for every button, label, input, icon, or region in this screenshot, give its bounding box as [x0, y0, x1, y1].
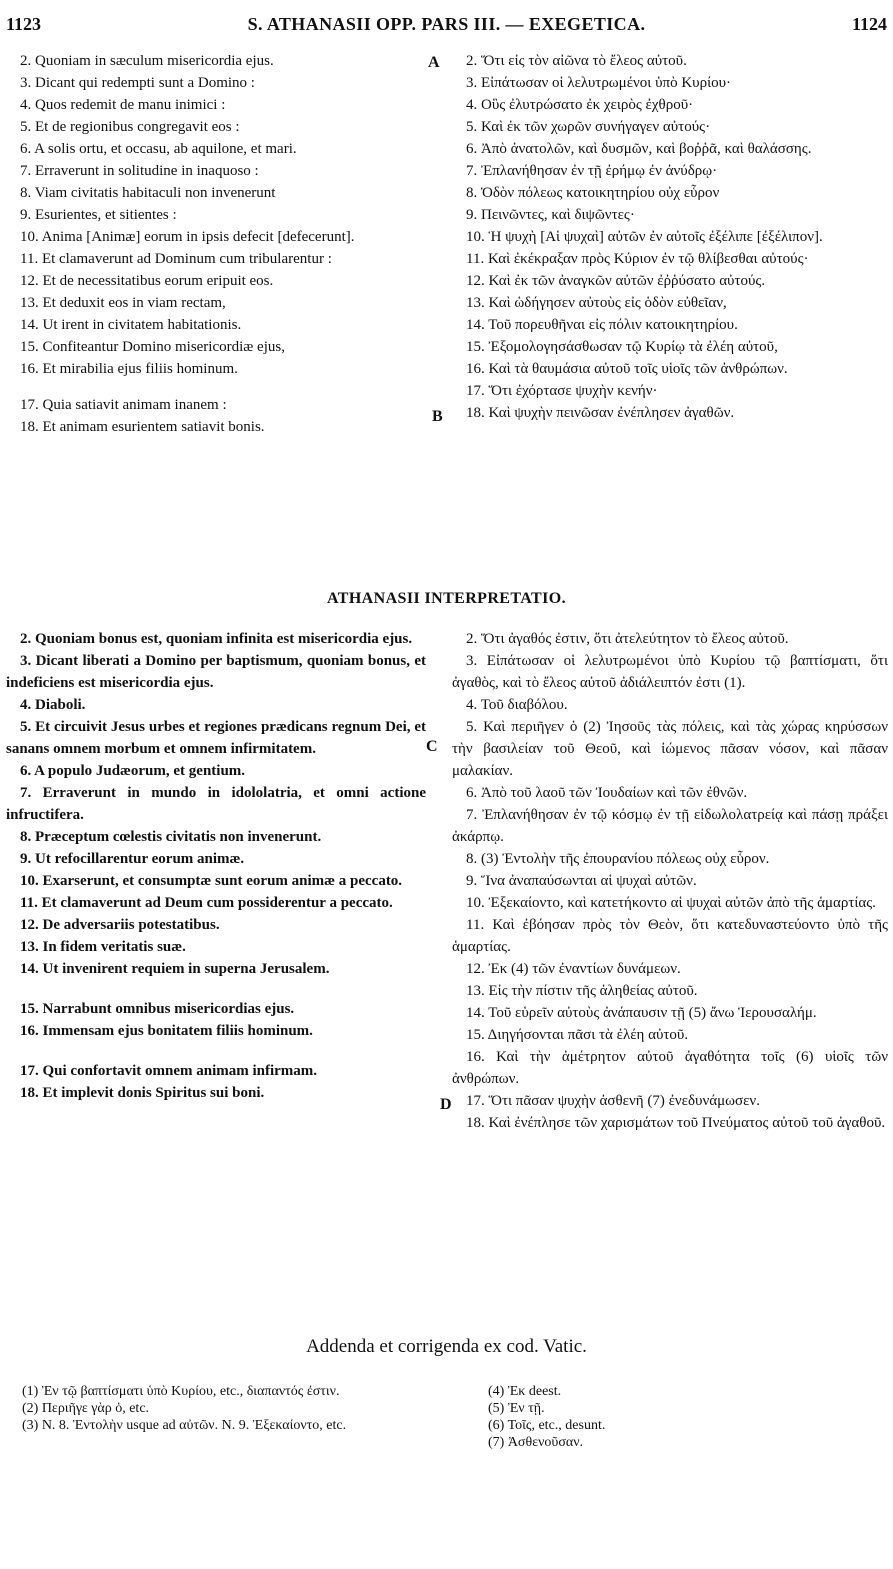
verse: 8. Ὁδὸν πόλεως κατοικητηρίου οὐχ εὗρον [466, 185, 720, 201]
running-title: S. ATHANASII OPP. PARS III. — EXEGETICA. [247, 14, 646, 34]
verse: 14. Τοῦ εὑρεῖν αὐτοὺς ἀνάπαυσιν τῇ (5) ἄνω Ἱερουσαλήμ. [466, 1005, 817, 1021]
verse: 3. Dicant liberati a Domino per baptismum, quoniam bonus, et indeficiens est misericordia ejus. [6, 653, 426, 691]
verse: 16. Immensam ejus bonitatem filiis hominum. [20, 1023, 313, 1039]
verse: 5. Et de regionibus congregavit eos : [20, 119, 240, 135]
verse: 5. Καὶ ἐκ τῶν χωρῶν συνήγαγεν αὐτούς· [466, 119, 711, 135]
verse: 8. Viam civitatis habitaculi non invenerunt [20, 185, 276, 201]
footnote: (2) Περιῆγε γὰρ ὁ, etc. [22, 1401, 150, 1416]
verse: 11. Et clamaverunt ad Dominum cum tribularentur : [20, 251, 332, 267]
verse: 7. Ἐπλανήθησαν ἐν τῇ ἐρήμῳ ἐν ἀνύδρῳ· [466, 163, 718, 179]
verse: 4. Τοῦ διαβόλου. [466, 697, 568, 713]
verse: 13. Καὶ ὡδήγησεν αὐτοὺς εἰς ὁδὸν εὐθεῖαν, [466, 295, 727, 311]
verse: 14. Ut irent in civitatem habitationis. [20, 317, 242, 333]
verse: 10. Exarserunt, et consumptæ sunt eorum animæ a peccato. [20, 873, 403, 889]
footnote: (6) Τοῖς, etc., desunt. [488, 1418, 606, 1433]
verse: 9. Ἵνα ἀναπαύσωνται αἱ ψυχαὶ αὐτῶν. [466, 873, 697, 889]
verse: 14. Τοῦ πορευθῆναι εἰς πόλιν κατοικητηρίου. [466, 317, 738, 333]
verse: 9. Esurientes, et sitientes : [20, 207, 177, 223]
verse: 4. Οὓς ἐλυτρώσατο ἐκ χειρὸς ἐχθροῦ· [466, 97, 694, 113]
verse: 12. Καὶ ἐκ τῶν ἀναγκῶν αὐτῶν ἐῤῥύσατο αὐτούς. [466, 273, 766, 289]
verse: 9. Πεινῶντες, καὶ διψῶντες· [466, 207, 635, 223]
verse: 11. Et clamaverunt ad Deum cum possiderentur a peccato. [20, 895, 393, 911]
verse: 4. Diaboli. [20, 697, 86, 713]
verse: 3. Εἰπάτωσαν οἱ λελυτρωμένοι ὑπὸ Κυρίου· [466, 75, 732, 91]
psalm-latin-column [6, 50, 426, 438]
notes-right [476, 1383, 836, 1451]
verse: 16. Et mirabilia ejus filiis hominum. [20, 361, 238, 377]
verse: 6. A populo Judæorum, et gentium. [20, 763, 246, 779]
verse: 13. Et deduxit eos in viam rectam, [20, 295, 226, 311]
psalm-greek-column [452, 50, 888, 424]
verse: 15. Διηγήσονται πᾶσι τὰ ἐλέη αὐτοῦ. [466, 1027, 689, 1043]
verse: 18. Et animam esurientem satiavit bonis. [20, 419, 265, 435]
verse: 7. Erraverunt in mundo in idololatria, et omni actione infructifera. [6, 785, 426, 823]
interpretation-greek-column [452, 628, 888, 1134]
verse: 16. Καὶ τὰ θαυμάσια αὐτοῦ τοῖς υἱοῖς τῶν ἀνθρώπων. [466, 361, 788, 377]
verse: 10. Ἐξεκαίοντο, καὶ κατετήκοντο αἱ ψυχαὶ αὐτῶν ἀπὸ τῆς ἁμαρτίας. [466, 895, 876, 911]
verse: 7. Ἐπλανήθησαν ἐν τῷ κόσμῳ ἐν τῇ εἰδωλολατρείᾳ καὶ πάσῃ πράξει ἀκάρπῳ. [452, 807, 888, 845]
verse: 15. Confiteantur Domino misericordiæ ejus, [20, 339, 285, 355]
verse: 5. Et circuivit Jesus urbes et regiones prædicans regnum Dei, et sanans omnem morbum et omnem infirmitatem. [6, 719, 426, 757]
verse: 11. Καὶ ἐβόησαν πρὸς τὸν Θεὸν, ὅτι κατεδυναστεύοντο ὑπὸ τῆς ἁμαρτίας. [452, 917, 888, 955]
verse: 18. Et implevit donis Spiritus sui boni. [20, 1085, 265, 1101]
verse: 5. Καὶ περιῆγεν ὁ (2) Ἰησοῦς τὰς πόλεις, καὶ τὰς χώρας κηρύσσων τὴν βασιλείαν τοῦ Θεοῦ, καὶ ἰώμενος πᾶσαν νόσον, καὶ πᾶσαν μαλακίαν. [452, 719, 888, 779]
verse: 2. Ὅτι εἰς τὸν αἰῶνα τὸ ἔλεος αὐτοῦ. [466, 53, 687, 69]
verse: 15. Narrabunt omnibus misericordias ejus. [20, 1001, 295, 1017]
verse: 15. Ἐξομολογησάσθωσαν τῷ Κυρίῳ τὰ ἐλέη αὐτοῦ, [466, 339, 778, 355]
interpretation-latin-column [6, 628, 426, 1104]
verse: 2. Quoniam in sæculum misericordia ejus. [20, 53, 274, 69]
margin-marker-a: A [428, 54, 440, 71]
verse: 9. Ut refocillarentur eorum animæ. [20, 851, 245, 867]
footnote: (5) Ἐν τῇ. [488, 1401, 545, 1416]
notes-left [10, 1383, 430, 1434]
page-header [0, 8, 893, 36]
verse: 12. Ἐκ (4) τῶν ἐναντίων δυνάμεων. [466, 961, 681, 977]
verse: 17. Ὅτι πᾶσαν ψυχὴν ἀσθενῆ (7) ἐνεδυνάμωσεν. [466, 1093, 760, 1109]
verse: 13. In fidem veritatis suæ. [20, 939, 186, 955]
verse: 6. Ἀπὸ τοῦ λαοῦ τῶν Ἰουδαίων καὶ τῶν ἐθνῶν. [466, 785, 748, 801]
verse: 12. De adversariis potestatibus. [20, 917, 220, 933]
verse: 10. Ἡ ψυχὴ [Αἱ ψυχαὶ] αὐτῶν ἐν αὐτοῖς ἐξέλιπε [ἐξέλιπον]. [466, 229, 823, 245]
verse: 18. Καὶ ἐνέπλησε τῶν χαρισμάτων τοῦ Πνεύματος αὐτοῦ τοῦ ἀγαθοῦ. [466, 1115, 886, 1131]
verse: 2. Quoniam bonus est, quoniam infinita est misericordia ejus. [20, 631, 413, 647]
verse: 11. Καὶ ἐκέκραξαν πρὸς Κύριον ἐν τῷ θλίβεσθαι αὐτούς· [466, 251, 809, 267]
addenda-title: Addenda et corrigenda ex cod. Vatic. [306, 1336, 587, 1357]
margin-marker-c: C [426, 738, 438, 755]
page-number-left: 1123 [6, 14, 42, 34]
margin-marker-b: B [432, 408, 443, 425]
verse: 8. (3) Ἐντολὴν τῆς ἐπουρανίου πόλεως οὐχ εὗρον. [466, 851, 770, 867]
verse: 3. Dicant qui redempti sunt a Domino : [20, 75, 255, 91]
verse: 8. Præceptum cœlestis civitatis non invenerunt. [20, 829, 322, 845]
verse: 7. Erraverunt in solitudine in inaquoso : [20, 163, 259, 179]
margin-marker-d: D [440, 1096, 452, 1113]
verse: 6. A solis ortu, et occasu, ab aquilone, et mari. [20, 141, 297, 157]
page-number-right: 1124 [851, 14, 887, 34]
verse: 18. Καὶ ψυχὴν πεινῶσαν ἐνέπλησεν ἀγαθῶν. [466, 405, 735, 421]
verse: 17. Ὅτι ἐχόρτασε ψυχὴν κενήν· [466, 383, 658, 399]
verse: 6. Ἀπὸ ἀνατολῶν, καὶ δυσμῶν, καὶ βοῤῥᾶ, καὶ θαλάσσης. [466, 141, 812, 157]
verse: 16. Καὶ τὴν ἀμέτρητον αὐτοῦ ἀγαθότητα τοῖς (6) υἱοῖς τῶν ἀνθρώπων. [452, 1049, 888, 1087]
verse: 17. Quia satiavit animam inanem : [20, 397, 227, 413]
footnote: (4) Ἐκ deest. [488, 1384, 562, 1399]
verse: 4. Quos redemit de manu inimici : [20, 97, 226, 113]
section-title: ATHANASII INTERPRETATIO. [327, 590, 566, 607]
verse: 14. Ut invenirent requiem in superna Jerusalem. [20, 961, 330, 977]
verse: 10. Anima [Animæ] eorum in ipsis defecit [defecerunt]. [20, 229, 355, 245]
footnote: (7) Ἀσθενοῦσαν. [488, 1435, 584, 1450]
footnote: (3) N. 8. Ἐντολὴν usque ad αὐτῶν. N. 9. Ἐξεκαίοντο, etc. [22, 1418, 347, 1433]
verse: 13. Εἰς τὴν πίστιν τῆς ἀληθείας αὐτοῦ. [466, 983, 698, 999]
footnote: (1) Ἐν τῷ βαπτίσματι ὑπὸ Κυρίου, etc., διαπαντός ἐστιν. [22, 1384, 340, 1399]
verse: 3. Εἰπάτωσαν οἱ λελυτρωμένοι ὑπὸ Κυρίου τῷ βαπτίσματι, ὅτι ἀγαθὸς, καὶ τὸ ἔλεος αὐτοῦ ἀδιάλειπτόν ἐστι (1). [452, 653, 888, 691]
verse: 12. Et de necessitatibus eorum eripuit eos. [20, 273, 274, 289]
verse: 2. Ὅτι ἀγαθός ἐστιν, ὅτι ἀτελεύτητον τὸ ἔλεος αὐτοῦ. [466, 631, 789, 647]
verse: 17. Qui confortavit omnem animam infirmam. [20, 1063, 318, 1079]
